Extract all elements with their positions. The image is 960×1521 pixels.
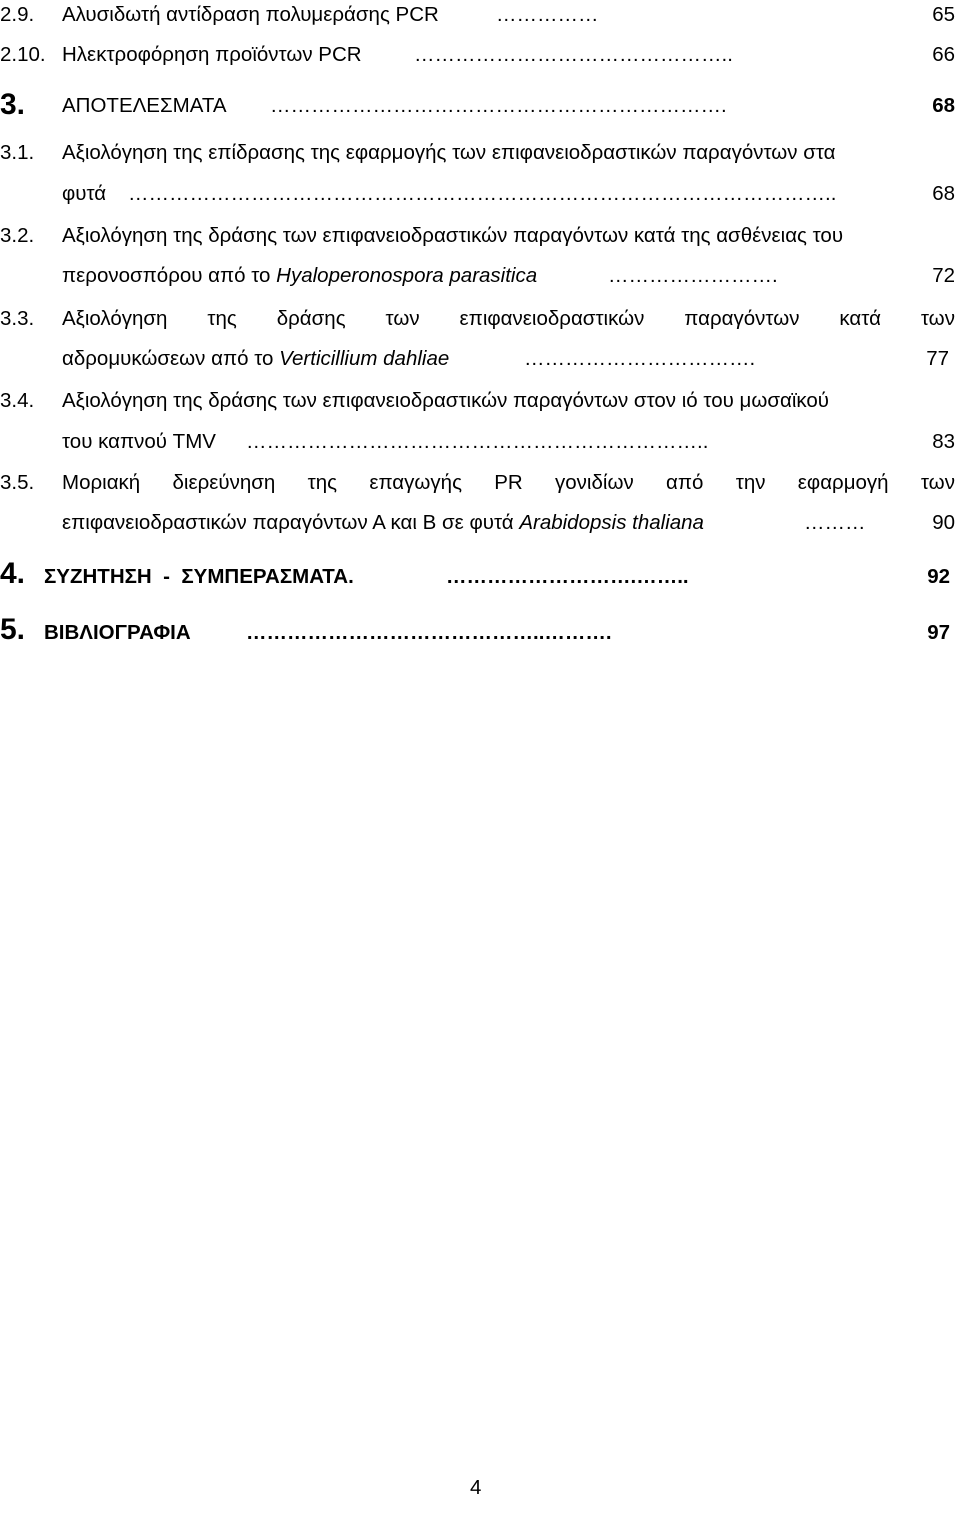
word: των [920, 307, 955, 330]
entry-title-line2 [62, 263, 537, 289]
entry-title-line1: Αξιολόγηση της επίδρασης της εφαρμογής των επιφανειοδραστικών παραγόντων στα [62, 141, 836, 164]
chapter-number: 5. [0, 613, 26, 646]
entry-page: 65 [932, 3, 955, 26]
leader-dots: …………………………………………………………. [270, 94, 727, 117]
entry-title-line1: Αξιολόγηση της δράσης των επιφανειοδραστικών παραγόντων στον ιό του μωσαϊκού [62, 389, 829, 412]
word: δράσης [276, 307, 346, 330]
word: παραγόντων [684, 307, 800, 330]
leader-dots: …………… [496, 3, 599, 26]
plain-text: αδρομυκώσεων από το [62, 347, 274, 370]
word: των [385, 307, 420, 330]
word: εφαρμογή [797, 471, 889, 494]
entry-title: Αλυσιδωτή αντίδραση πολυμεράσης PCR [62, 3, 439, 26]
entry-title: Ηλεκτροφόρηση προϊόντων PCR [62, 43, 362, 66]
word: την [735, 471, 766, 494]
entry-title-line1 [62, 470, 955, 496]
word: Αξιολόγηση [62, 307, 168, 330]
entry-page: 68 [932, 182, 955, 205]
leader-dots: ……… [804, 511, 866, 534]
leader-dots: ……………………. [608, 264, 778, 287]
leader-dots: ………………………………………………………….. [246, 430, 709, 453]
page-number: 4 [470, 1476, 482, 1499]
leader-dots: ……………………………………….. [414, 43, 733, 66]
entry-page: 68 [932, 94, 955, 117]
word: γονιδίων [555, 471, 634, 494]
entry-title-line1: Αξιολόγηση της δράσης των επιφανειοδραστικών παραγόντων κατά της ασθένειας του [62, 224, 844, 247]
leader-dots: ……………………………………..………. [246, 621, 612, 644]
entry-number: 3.4. [0, 389, 35, 412]
word: κατά [839, 307, 881, 330]
chapter-number: 3. [0, 88, 26, 121]
entry-title-line2 [62, 510, 704, 536]
chapter-number: 4. [0, 557, 26, 590]
entry-number: 3.1. [0, 141, 35, 164]
entry-page: 90 [932, 511, 955, 534]
species-name: Verticillium dahliae [279, 347, 450, 370]
entry-title-line2: του καπνού TMV [62, 430, 216, 453]
word: των [920, 471, 955, 494]
entry-page: 72 [932, 264, 955, 287]
plain-text: περονοσπόρου από το [62, 264, 271, 287]
entry-title: ΑΠΟΤΕΛΕΣΜΑΤΑ [62, 94, 227, 117]
entry-title-line2 [62, 346, 449, 372]
word: της [207, 307, 237, 330]
leader-dots: ……………………………. [524, 347, 756, 370]
leader-dots: ……………………….…….. [446, 565, 689, 588]
entry-number: 2.9. [0, 3, 35, 26]
species-name: Hyaloperonospora parasitica [276, 264, 538, 287]
entry-number: 2.10. [0, 43, 46, 66]
word: Μοριακή [62, 471, 141, 494]
entry-number: 3.2. [0, 224, 35, 247]
entry-page: 83 [932, 430, 955, 453]
entry-title-line1 [62, 306, 955, 332]
entry-page: 97 [927, 621, 950, 644]
word: διερεύνηση [172, 471, 276, 494]
word: επαγωγής [369, 471, 462, 494]
word: PR [494, 471, 523, 494]
word: της [307, 471, 338, 494]
entry-number: 3.5. [0, 471, 35, 494]
entry-title-line2: φυτά [62, 182, 107, 205]
entry-page: 77 [926, 347, 949, 370]
word: από [666, 471, 704, 494]
species-name: Arabidopsis thaliana [519, 511, 704, 534]
entry-page: 92 [927, 565, 950, 588]
entry-title: ΒΙΒΛΙΟΓΡΑΦΙΑ [44, 621, 191, 644]
word: επιφανειοδραστικών [459, 307, 645, 330]
entry-page: 66 [932, 43, 955, 66]
leader-dots: ………………………………………………………………………………………….. [128, 182, 837, 205]
entry-number: 3.3. [0, 307, 35, 330]
plain-text: επιφανειοδραστικών παραγόντων Α και Β σε φυτά [62, 511, 514, 534]
entry-title: ΣΥΖΗΤΗΣΗ - ΣΥΜΠΕΡΑΣΜΑΤΑ. [44, 565, 354, 588]
